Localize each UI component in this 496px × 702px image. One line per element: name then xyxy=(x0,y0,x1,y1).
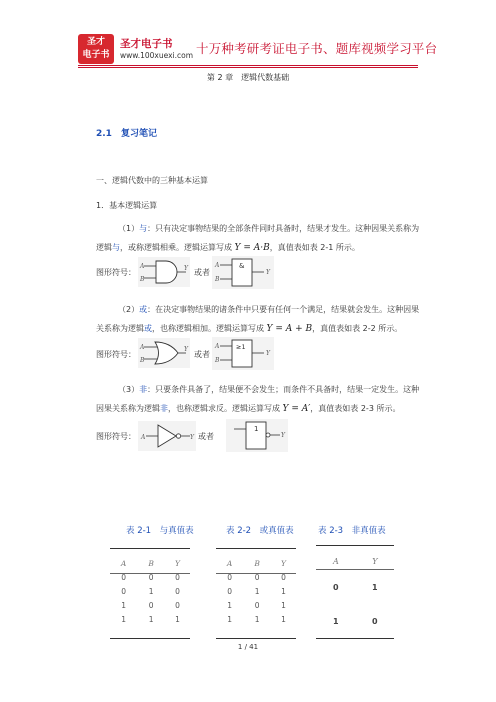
brand-name: 圣才电子书 xyxy=(120,38,173,50)
or-gate-ieee-symbol xyxy=(212,337,274,370)
not-gate-ieee-symbol xyxy=(226,419,288,452)
table-2-3-bottom-rule xyxy=(316,638,394,639)
or-keyword-2: 或 xyxy=(144,324,152,333)
or-formula: Y = A + B xyxy=(266,324,313,334)
or-paragraph-line-2: 关系称为逻辑或，也称逻辑相加。逻辑运算写成 Y = A + B，真值表如表 2-2 所示。 xyxy=(96,324,403,334)
table-row: 1 0 xyxy=(333,616,378,626)
table-2-1-top-rule xyxy=(110,548,190,549)
table-2-1 xyxy=(110,556,190,626)
and-symbol-label: 图形符号： xyxy=(96,268,136,277)
header-a: A xyxy=(120,558,127,568)
svg-text:A: A xyxy=(140,344,145,351)
subsection-title: 一、逻辑代数中的三种基本运算 xyxy=(96,176,208,185)
header-divider xyxy=(78,65,418,66)
header-y: Y xyxy=(175,558,180,568)
table-row: 1 0 0 xyxy=(121,600,180,610)
svg-text:B: B xyxy=(215,276,220,283)
and-paragraph-line-1 xyxy=(118,223,419,234)
table-2-1-caption: 表 2-1 与真值表 xyxy=(126,526,194,536)
not-gate-symbol xyxy=(138,421,196,451)
table-row: 1 0 1 xyxy=(227,600,286,610)
not-formula: Y = A′ xyxy=(282,404,311,414)
svg-text:B: B xyxy=(215,357,220,364)
and-or-word: 或者 xyxy=(194,268,210,277)
and-text-2a: 逻辑 xyxy=(96,243,112,252)
and-keyword-2: 与 xyxy=(112,243,120,252)
not-symbol-label: 图形符号： xyxy=(96,432,136,441)
svg-text:A: A xyxy=(215,343,220,350)
table-2-2-caption: 表 2-2 或真值表 xyxy=(226,526,294,536)
svg-text:Y: Y xyxy=(281,432,285,439)
table-2-2-top-rule xyxy=(216,548,296,549)
table-row: 0 1 1 xyxy=(227,586,286,596)
not-keyword: 非 xyxy=(139,385,148,394)
table-row: 0 1 0 xyxy=(121,586,180,596)
and-gate-symbol xyxy=(138,257,190,287)
table-2-3-top-rule xyxy=(316,545,394,546)
table-2-3-mid-rule xyxy=(316,569,394,570)
not-keyword-2: 非 xyxy=(160,404,168,413)
table-2-1-bottom-rule xyxy=(110,638,190,639)
table-row: 0 0 0 xyxy=(121,572,180,582)
or-symbol-label: 图形符号： xyxy=(96,350,136,359)
svg-text:Y: Y xyxy=(266,269,270,276)
logo-line-2: 电子书 xyxy=(82,50,110,60)
table-2-2 xyxy=(216,556,296,626)
header-divider-thin xyxy=(78,67,418,68)
svg-text:B: B xyxy=(140,357,145,364)
svg-text:A: A xyxy=(141,434,146,441)
or-gate-symbol xyxy=(138,338,190,368)
header-b: B xyxy=(148,558,154,568)
and-text-2c: ，或称逻辑相乘。逻辑运算写成 xyxy=(120,243,232,252)
brand-url[interactable]: www.100xuexi.com xyxy=(120,51,194,60)
table-row: 0 0 0 xyxy=(227,572,286,582)
not-or-word: 或者 xyxy=(198,432,214,441)
item-title: 1．基本逻辑运算 xyxy=(96,201,158,210)
and-in-b: B xyxy=(140,276,145,283)
or-paragraph-line-1: （2）或：在决定事物结果的诸条件中只要有任何一个满足，结果就会发生。这种因果 xyxy=(118,305,420,314)
table-header-row: A Y xyxy=(332,556,378,566)
and-text-2d: ，真值表如表 2-1 所示。 xyxy=(269,243,360,252)
svg-text:A: A xyxy=(215,262,220,269)
table-2-3 xyxy=(316,552,394,638)
and-prefix: （1） xyxy=(118,224,140,233)
chapter-title: 第 2 章 逻辑代数基础 xyxy=(206,73,290,82)
or-ieee-mark: ≥1 xyxy=(236,343,246,351)
not-ieee-mark: 1 xyxy=(254,425,259,433)
table-row: 1 1 1 xyxy=(227,614,286,624)
and-ieee-mark: & xyxy=(239,262,245,270)
table-row: 1 1 1 xyxy=(121,614,180,624)
and-text: ：只有决定事物结果的全部条件同时具备时，结果才发生。这种因果关系称为 xyxy=(147,224,420,233)
table-2-1-mid-rule xyxy=(110,573,190,574)
publisher-logo xyxy=(78,34,114,64)
table-header-row: A B Y xyxy=(226,558,286,568)
and-out-y: Y xyxy=(184,265,188,272)
or-keyword: 或 xyxy=(139,305,148,314)
not-paragraph-line-2: 因果关系称为逻辑非，也称逻辑求反。逻辑运算写成 Y = A′，真值表如表 2-3 所示。 xyxy=(96,404,401,414)
table-2-3-caption: 表 2-3 非真值表 xyxy=(318,526,386,536)
section-title: 2.1 复习笔记 xyxy=(96,129,157,139)
logo-line-1: 圣才 xyxy=(86,37,105,47)
and-formula: Y = A·B xyxy=(234,243,270,253)
or-or-word: 或者 xyxy=(194,350,210,359)
header-slogan: 十万种考研考证电子书、题库视频学习平台 xyxy=(196,41,438,56)
and-in-a: A xyxy=(140,263,145,270)
and-gate-ieee-symbol xyxy=(212,256,274,289)
page-number: 1 / 41 xyxy=(237,643,259,651)
svg-text:Y: Y xyxy=(184,346,188,353)
table-header-row xyxy=(110,556,190,570)
and-paragraph-line-2 xyxy=(96,242,360,253)
not-paragraph-line-1: （3）非：只要条件具备了，结果便不会发生；而条件不具备时，结果一定发生。这种 xyxy=(118,385,420,394)
table-2-2-mid-rule xyxy=(216,573,296,574)
table-2-2-bottom-rule xyxy=(216,638,296,639)
svg-text:Y: Y xyxy=(190,434,194,441)
svg-text:Y: Y xyxy=(266,350,270,357)
and-keyword: 与 xyxy=(139,224,148,233)
table-row: 0 1 xyxy=(333,582,378,592)
